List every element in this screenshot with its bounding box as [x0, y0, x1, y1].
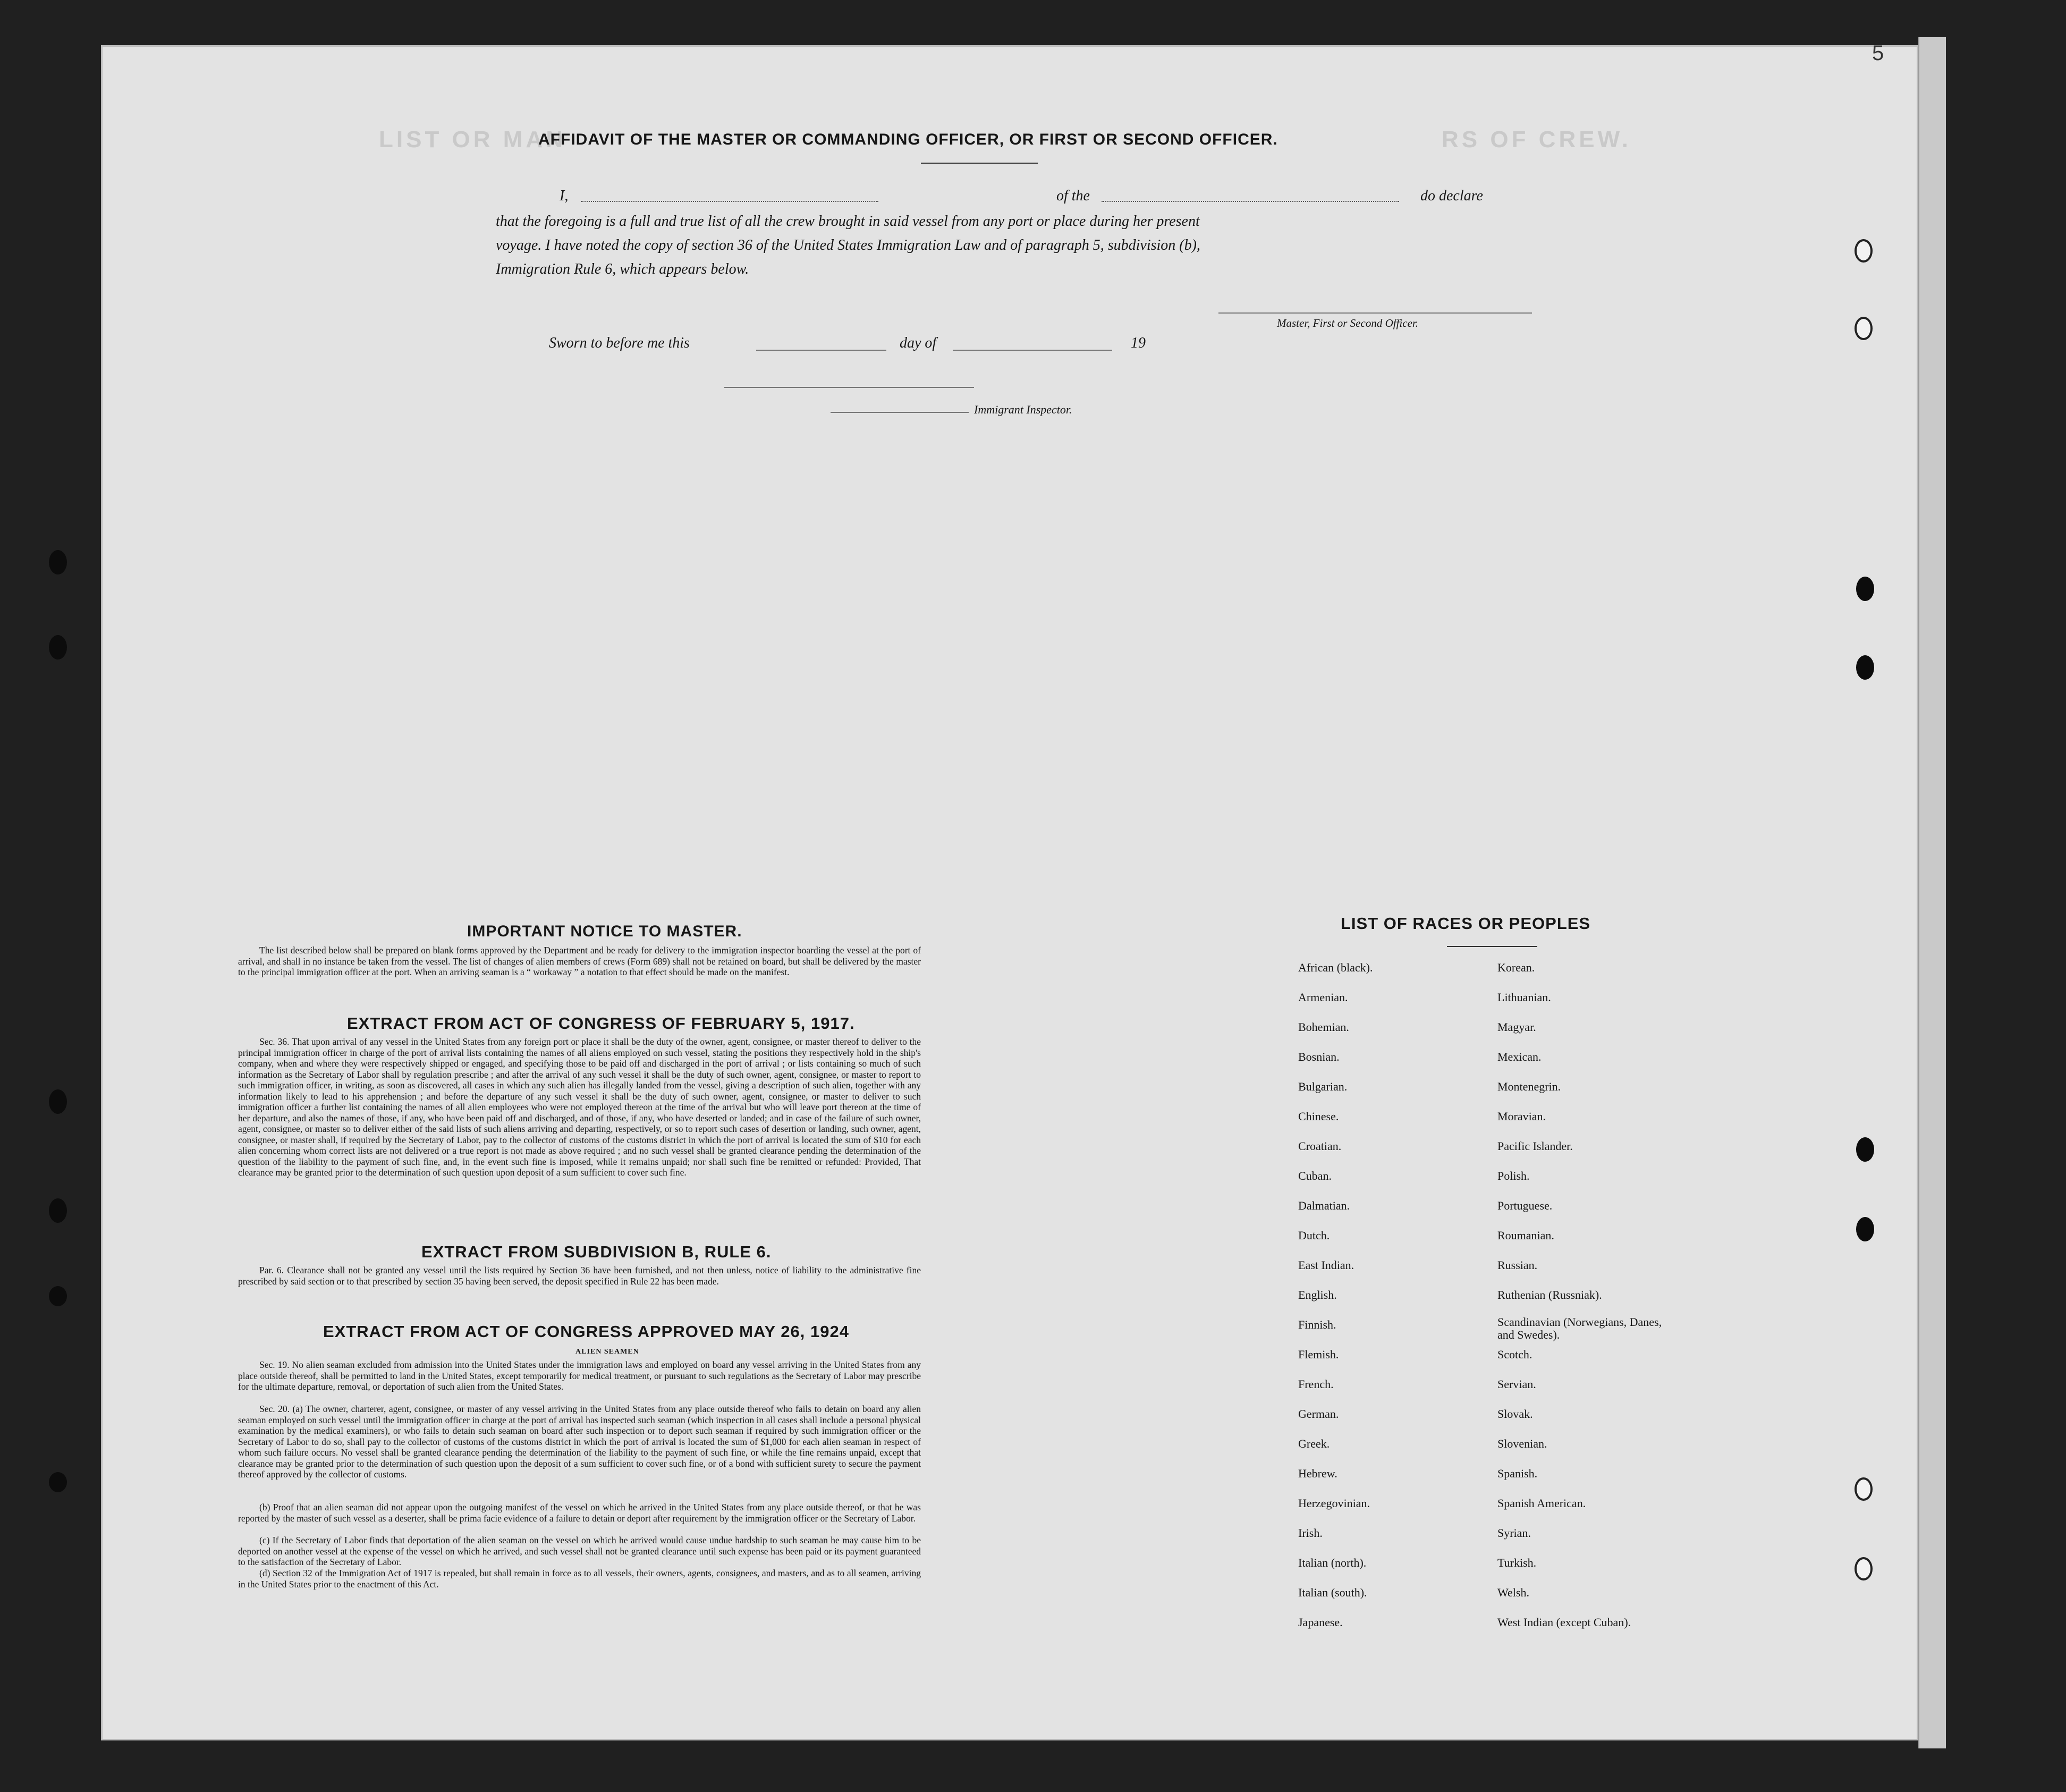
- affidavit-body-1: that the foregoing is a full and true list of all the crew brought in said vessel from any port or place during her present: [496, 213, 1200, 230]
- binding-hole: [1856, 655, 1874, 680]
- rule6-title: EXTRACT FROM SUBDIVISION B, RULE 6.: [421, 1242, 772, 1261]
- race-item: Ruthenian (Russniak).: [1497, 1288, 1602, 1301]
- race-item: Slovak.: [1497, 1407, 1533, 1421]
- act1917-title: EXTRACT FROM ACT OF CONGRESS OF FEBRUARY 5, 1917.: [347, 1014, 855, 1033]
- affidavit-body-2: voyage. I have noted the copy of section 36 of the United States Immigration Law and of paragraph 5, subdivision (b),: [496, 237, 1200, 253]
- binding-hole: [1856, 1217, 1874, 1241]
- act1924-subtitle: ALIEN SEAMEN: [575, 1348, 639, 1356]
- notice-title: IMPORTANT NOTICE TO MASTER.: [467, 923, 742, 940]
- day-of-label: day of: [900, 335, 937, 351]
- binding-hole: [49, 550, 67, 574]
- vessel-line: [1102, 201, 1399, 202]
- race-item: Mexican.: [1497, 1050, 1542, 1063]
- bleed-through-text: RS OF CREW.: [1442, 126, 1631, 153]
- race-item: Finnish.: [1298, 1318, 1336, 1331]
- race-item: Japanese.: [1298, 1616, 1343, 1629]
- sworn-month-line: [953, 350, 1112, 351]
- race-item: Moravian.: [1497, 1110, 1546, 1123]
- act1924-title: EXTRACT FROM ACT OF CONGRESS APPROVED MAY 26, 1924: [323, 1322, 849, 1341]
- binding-hole: [1855, 1477, 1873, 1501]
- race-item: French.: [1298, 1377, 1334, 1391]
- race-item: Italian (south).: [1298, 1586, 1367, 1599]
- affidavit-title: AFFIDAVIT OF THE MASTER OR COMMANDING OFFICER, OR FIRST OR SECOND OFFICER.: [538, 131, 1278, 148]
- race-item: Hebrew.: [1298, 1467, 1337, 1480]
- race-item: Slovenian.: [1497, 1437, 1547, 1450]
- act1924-sec20a: Sec. 20. (a) The owner, charterer, agent, consignee, or master of any vessel arriving in the United States from any place outside thereof who fails to detain on board any alien seaman employed on such vessel until the immigration officer in charge at the port of arrival has inspected such seaman (which inspection in all cases shall include a personal physical examination by the medical examiners), or who fails to detain such seaman on board after such inspection or to deport such seaman if required by such immigration officer or the Secretary of Labor to do so, shall pay to the collector of customs of the customs district in which the port of arrival is located the sum of $1,000 for each alien seaman in respect of whom such failure occurs. No vessel shall be granted clearance pending the determination of the liability to the payment of such fine, or while the fine remains unpaid, except that clearance may be granted prior to the determination of such question upon the deposit of a sum sufficient to cover such fine, or of a bond with sufficient surety to secure the payment thereof approved by the collector of customs.: [238, 1404, 921, 1480]
- inspector-line: [831, 412, 969, 413]
- binding-hole: [1855, 1557, 1873, 1580]
- race-item: Croatian.: [1298, 1139, 1342, 1153]
- act1924-sec20b: (b) Proof that an alien seaman did not appear upon the outgoing manifest of the vessel on which he arrived in the United States from any place outside thereof, or that he was reported by the master of such vessel as a deserter, shall be prima facie evidence of a failure to detain or deport after requirement by the immigration officer or the Secretary of Labor.: [238, 1502, 921, 1524]
- race-item: African (black).: [1298, 961, 1373, 974]
- act1924-sec20d: (d) Section 32 of the Immigration Act of 1917 is repealed, but shall remain in force as to all vessels, their owners, agents, consignees, and masters, and as to all seamen, arriving in the United States prior to the enactment of this Act.: [238, 1568, 921, 1590]
- race-item: Dalmatian.: [1298, 1199, 1350, 1212]
- race-item: Irish.: [1298, 1526, 1323, 1540]
- inspector-label: Immigrant Inspector.: [974, 403, 1072, 416]
- race-item: Italian (north).: [1298, 1556, 1367, 1569]
- race-item: Scotch.: [1497, 1348, 1532, 1361]
- races-title-rule: [1447, 946, 1537, 947]
- binding-hole: [1855, 239, 1873, 263]
- inspector-line-upper: [724, 387, 974, 388]
- binding-hole: [1855, 317, 1873, 340]
- race-item: Scandinavian (Norwegians, Danes, and Swedes).: [1497, 1315, 1662, 1341]
- race-item: Flemish.: [1298, 1348, 1339, 1361]
- binding-hole: [49, 1198, 67, 1223]
- race-item: Korean.: [1497, 961, 1535, 974]
- race-item: Spanish American.: [1497, 1497, 1586, 1510]
- race-item: Portuguese.: [1497, 1199, 1553, 1212]
- corner-mark: 5: [1872, 41, 1884, 65]
- affidavit-i: I,: [560, 188, 569, 204]
- race-item: Magyar.: [1497, 1020, 1536, 1034]
- race-item: German.: [1298, 1407, 1339, 1421]
- binding-hole: [1856, 577, 1874, 601]
- race-item: Spanish.: [1497, 1467, 1538, 1480]
- year-label: 19: [1131, 335, 1146, 351]
- title-rule: [921, 163, 1038, 164]
- race-item: East Indian.: [1298, 1258, 1354, 1272]
- race-item: Polish.: [1497, 1169, 1530, 1182]
- race-item: Armenian.: [1298, 991, 1348, 1004]
- affidavit-body-3: Immigration Rule 6, which appears below.: [496, 261, 749, 277]
- binding-hole: [49, 1472, 67, 1492]
- race-item: West Indian (except Cuban).: [1497, 1616, 1631, 1629]
- master-signature-label: Master, First or Second Officer.: [1277, 317, 1418, 329]
- race-item: Chinese.: [1298, 1110, 1339, 1123]
- affidavit-of-the: of the: [1056, 188, 1090, 204]
- race-item: Pacific Islander.: [1497, 1139, 1573, 1153]
- sworn-day-line: [756, 350, 886, 351]
- race-item: Greek.: [1298, 1437, 1330, 1450]
- race-item: Welsh.: [1497, 1586, 1529, 1599]
- race-item: Bulgarian.: [1298, 1080, 1348, 1093]
- race-item: Bosnian.: [1298, 1050, 1340, 1063]
- binding-hole: [49, 1089, 67, 1114]
- manifest-page: [101, 41, 1918, 1740]
- binding-hole: [49, 635, 67, 660]
- race-item: Herzegovinian.: [1298, 1497, 1370, 1510]
- rule6-text: Par. 6. Clearance shall not be granted any vessel until the lists required by Section 36 have been furnished, and not then unless, notice of liability to the administrative fine prescribed by said section or to that prescribed by section 35 having been served, the deposit specified in Rule 22 has been made.: [238, 1265, 921, 1287]
- race-item: Syrian.: [1497, 1526, 1531, 1540]
- act1917-text: Sec. 36. That upon arrival of any vessel in the United States from any foreign port or place it shall be the duty of the owner, agent, consignee, or master thereof to deliver to the principal immigration officer in charge of the port of arrival lists containing the names of all aliens employed on such vessel, stating the positions they respectively hold in the ship's company, when and where they were respectively shipped or engaged, and specifying those to be paid off and discharged in the port of arrival ; or lists containing so much of such information as the Secretary of Labor shall by regulation prescribe ; and after the arrival of any such vessel it shall be the duty of such owner, agent, consignee, or master to report to such immigration officer, in writing, as soon as discovered, all cases in which any such alien has illegally landed from the vessel, giving a description of such alien, together with any information likely to lead to his apprehension ; and before the departure of any such vessel it shall be the duty of such owner, agent, consignee, or master to deliver to such immigration officer a further list containing the names of all alien employees who were not employed thereon at the time of the arrival but who will leave port thereon at the time of her departure, and also the names of those, if any, who have been paid off and discharged, and of those, if any, who have deserted or landed; and in case of the failure of such owner, agent, consignee, or master so to deliver either of the said lists of such aliens arriving and departing, respectively, or so to report such cases of desertion or landing, such owner, agent, consignee, or master shall, if required by the Secretary of Labor, pay to the collector of customs of the customs district in which the port of arrival is located the sum of $10 for each alien concerning whom correct lists are not delivered or a true report is not made as above required ; and no such vessel shall be granted clearance pending the determination of the question of the liability to the payment of such fine, and, in the event such fine is imposed, while it remains unpaid; nor shall such fine be remitted or refunded: Provided, That clearance may be granted prior to the determination of such question upon deposit of a sum sufficient to cover such fine.: [238, 1036, 921, 1178]
- race-item: Roumanian.: [1497, 1229, 1554, 1242]
- binding-hole: [49, 1286, 67, 1306]
- bleed-through-text: LIST OR MAN: [379, 126, 566, 153]
- race-item: Dutch.: [1298, 1229, 1330, 1242]
- affidavit-do-declare: do declare: [1420, 188, 1483, 204]
- master-signature-line: [1218, 312, 1532, 314]
- race-item: Servian.: [1497, 1377, 1536, 1391]
- race-item: Russian.: [1497, 1258, 1538, 1272]
- race-item: Montenegrin.: [1497, 1080, 1561, 1093]
- name-line: [581, 201, 878, 202]
- races-title: LIST OF RACES OR PEOPLES: [1341, 914, 1591, 933]
- notice-text: The list described below shall be prepared on blank forms approved by the Department and be ready for delivery to the immigration inspector boarding the vessel at the port of arrival, and shall in no instance be taken from the vessel. The list of changes of alien members of crews (Form 689) shall not be retained on board, but shall be delivered by the master to the principal immigration officer at the port. When an arriving seaman is a “ workaway ” a notation to that effect should be made on the manifest.: [238, 945, 921, 977]
- binding-hole: [1856, 1137, 1874, 1162]
- race-item: English.: [1298, 1288, 1337, 1301]
- act1924-sec20c: (c) If the Secretary of Labor finds that deportation of the alien seaman on the vessel on which he arrived would cause undue hardship to such seaman he may cause him to be deported on another vessel at the expense of the vessel on which he arrived, and such vessel shall not be granted clearance until such expense has been paid or its payment guaranteed to the satisfaction of the Secretary of Labor.: [238, 1535, 921, 1567]
- race-item: Lithuanian.: [1497, 991, 1551, 1004]
- race-item: Turkish.: [1497, 1556, 1537, 1569]
- sworn-label: Sworn to before me this: [549, 335, 690, 351]
- race-item: Cuban.: [1298, 1169, 1332, 1182]
- page-edge: [1918, 37, 1946, 1748]
- act1924-sec19: Sec. 19. No alien seaman excluded from admission into the United States under the immigration laws and employed on board any vessel arriving in the United States from any place outside thereof, shall be permitted to land in the United States, except temporarily for medical treatment, or pursuant to such regulations as the Secretary of Labor may prescribe for the ultimate departure, removal, or deportation of such alien from the United States.: [238, 1359, 921, 1392]
- race-item: Bohemian.: [1298, 1020, 1349, 1034]
